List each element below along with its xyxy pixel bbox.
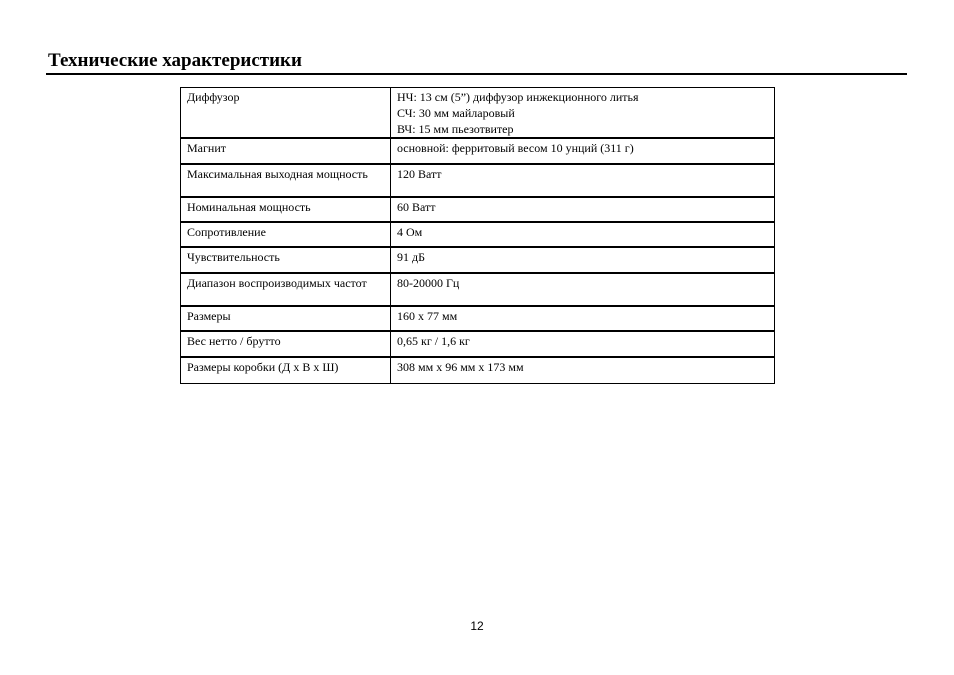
spec-label: Размеры коробки (Д х В х Ш) [181,357,391,383]
spec-label: Магнит [181,138,391,164]
spec-value-line: 91 дБ [397,250,425,264]
spec-value-line: НЧ: 13 см (5”) диффузор инжекционного литья [397,90,639,104]
spec-value-line: 308 мм х 96 мм х 173 мм [397,360,524,374]
spec-value-line: 120 Ватт [397,167,442,181]
spec-value-line: 160 х 77 мм [397,309,458,323]
spec-label: Сопротивление [181,222,391,247]
spec-value [391,306,775,331]
spec-label: Максимальная выходная мощность [181,164,391,197]
spec-value-line: 80-20000 Гц [397,276,460,290]
spec-label: Вес нетто / брутто [181,331,391,357]
spec-label: Диапазон воспроизводимых частот [181,273,391,306]
spec-value-line: 0,65 кг / 1,6 кг [397,334,470,348]
spec-value-line: ВЧ: 15 мм пьезотвитер [397,122,514,136]
spec-value [391,164,775,197]
spec-value [391,273,775,306]
spec-value-line: основной: ферритовый весом 10 унций (311 г) [397,141,634,155]
table-row [181,197,775,222]
table-row [181,88,775,139]
title-underline [46,73,907,75]
table-row [181,331,775,357]
page-number: 12 [470,619,484,633]
spec-value [391,88,775,139]
spec-label: Чувствительность [181,247,391,273]
table-row [181,357,775,383]
spec-value [391,138,775,164]
spec-label: Размеры [181,306,391,331]
spec-value [391,247,775,273]
spec-label: Диффузор [181,88,391,139]
spec-value [391,197,775,222]
table-row [181,138,775,164]
specifications-table [180,87,775,384]
table-row [181,273,775,306]
spec-value [391,222,775,247]
table-row [181,306,775,331]
spec-value [391,331,775,357]
spec-value-line: СЧ: 30 мм майларовый [397,106,515,120]
spec-label: Номинальная мощность [181,197,391,222]
table-row [181,222,775,247]
table-row [181,247,775,273]
spec-value-line: 4 Ом [397,225,423,239]
page-title: Технические характеристики [48,50,302,71]
table-row [181,164,775,197]
spec-value [391,357,775,383]
spec-value-line: 60 Ватт [397,200,436,214]
